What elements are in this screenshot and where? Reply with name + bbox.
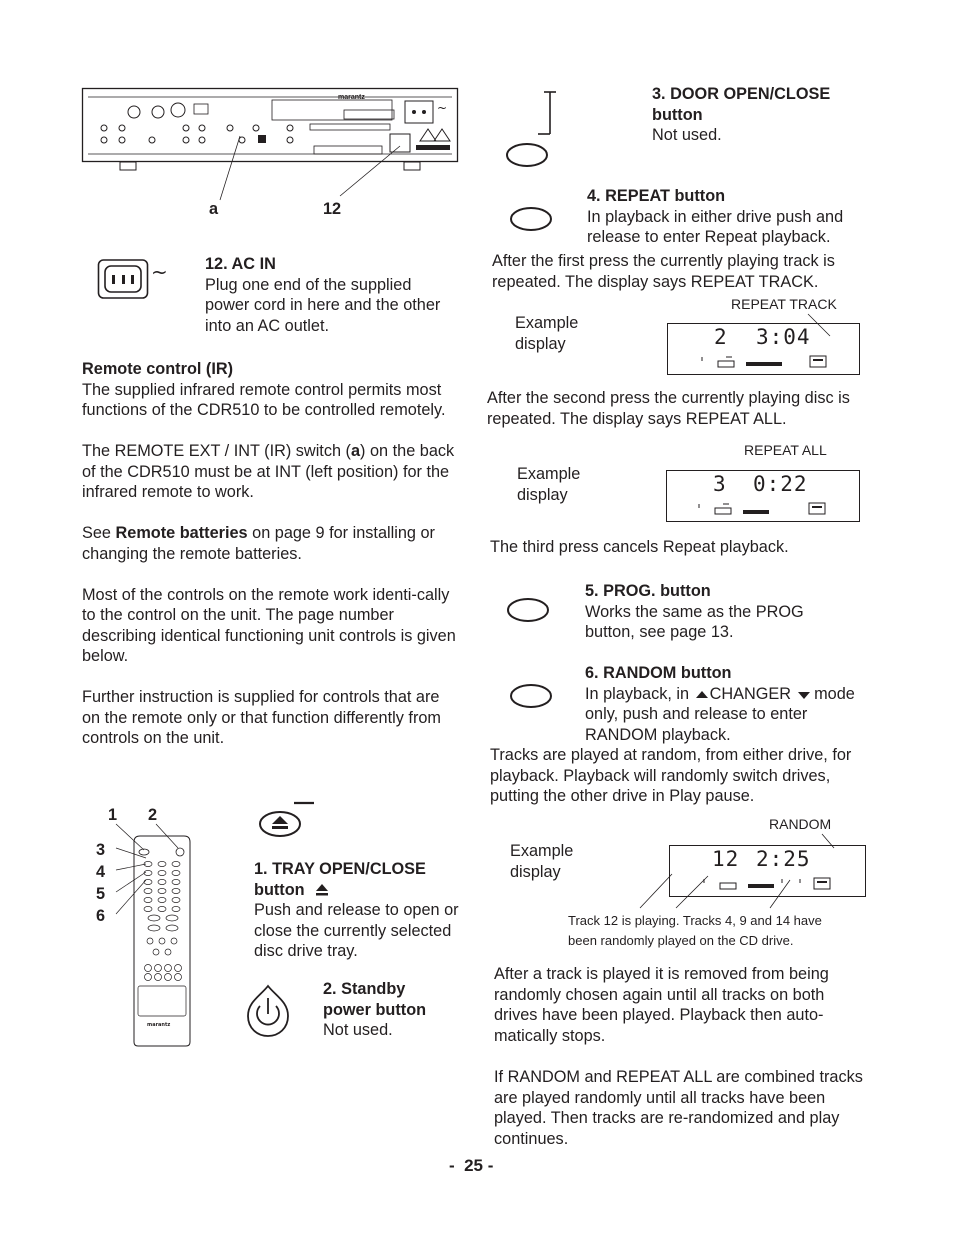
svg-text:~: ~ — [437, 101, 448, 115]
remote-label-3: 3 — [96, 841, 106, 859]
random-tracks-text: Tracks are played at random, from either drive, for playback. Playback will randomly switch drives, putting the other drive in Play pause. — [490, 746, 852, 805]
rear-panel-drawing — [82, 88, 458, 178]
remote-brand: marantz — [147, 1022, 171, 1028]
prog-text: Works the same as the PROG button, see page 13. — [585, 602, 804, 641]
display2-track: 3 — [713, 472, 727, 496]
label-a: a — [209, 200, 219, 218]
display1-track: 2 — [714, 325, 728, 349]
svg-text:~: ~ — [151, 260, 168, 284]
changer-label: CHANGER — [709, 684, 792, 703]
down-triangle-icon — [798, 690, 810, 700]
display1-time: 3:04 — [756, 325, 811, 349]
door-title-2: button — [652, 105, 703, 124]
remote-ir-p4: Most of the controls on the remote work identi-cally to the control on the unit. The page number describing identical functioning unit controls is given below. — [82, 585, 456, 665]
ac-in-text: Plug one end of the supplied power cord in here and the other into an AC outlet. — [205, 275, 441, 335]
display2-example: Example display — [517, 465, 581, 504]
prog-button-icon — [507, 598, 551, 624]
door-title-1: 3. DOOR OPEN/CLOSE — [652, 85, 831, 103]
display1-label: REPEAT TRACK — [731, 296, 837, 312]
random-text-line2: only, push and release to enter RANDOM playback. — [585, 705, 808, 744]
remote-ir-p3: See Remote batteries on page 9 for installing or changing the remote batteries. — [82, 524, 435, 563]
tray-title-1: 1. TRAY OPEN/CLOSE — [254, 860, 426, 878]
display3-example: Example display — [510, 842, 574, 881]
tray-section — [254, 859, 464, 962]
display2-indicators — [673, 502, 853, 518]
display3-track: 12 — [712, 847, 740, 871]
rear-panel-illustration — [82, 88, 458, 178]
remote-label-1: 1 — [108, 806, 118, 824]
repeat-section — [587, 186, 867, 248]
repeat-button-icon — [510, 207, 554, 233]
page-number: - 25 - — [449, 1156, 494, 1175]
repeat-after-second: After the second press the currently playing disc is repeated. The display says REPEAT ALL. — [487, 389, 850, 428]
display1-lcd — [667, 323, 860, 375]
ac-inlet-icon — [98, 257, 168, 301]
display2-time: 0:22 — [753, 472, 808, 496]
door-button-icon — [506, 90, 556, 170]
remote-control-illustration — [100, 810, 220, 1050]
display1-indicators — [674, 355, 854, 371]
display2-label: REPEAT ALL — [744, 442, 827, 458]
repeat-text: In playback in either drive push and release to enter Repeat playback. — [587, 207, 844, 246]
standby-power-icon — [246, 984, 292, 1038]
remote-ir-section — [82, 359, 462, 749]
random-text-line1: In playback, in CHANGER mode — [585, 684, 855, 703]
eject-small-icon — [315, 883, 329, 897]
display1-example: Example display — [515, 314, 579, 353]
label-12: 12 — [323, 200, 342, 218]
prog-section — [585, 581, 875, 643]
display2-lcd — [666, 470, 860, 522]
prog-title: 5. PROG. button — [585, 582, 711, 600]
remote-label-5: 5 — [96, 885, 106, 903]
tray-title-2: button — [254, 880, 464, 901]
random-button-icon — [510, 684, 554, 710]
standby-text: Not used. — [323, 1021, 393, 1039]
up-triangle-icon — [696, 689, 708, 699]
random-caption: Track 12 is playing. Tracks 4, 9 and 14 have been randomly played on the CD drive. — [568, 913, 822, 948]
remote-ir-p5: Further instruction is supplied for controls that are on the remote only or that function differently from controls on the unit. — [82, 688, 441, 747]
random-title: 6. RANDOM button — [585, 664, 732, 682]
random-combined: If RANDOM and REPEAT ALL are combined tracks are played randomly until all tracks have been played. Then tracks are re-randomized and play continues. — [494, 1068, 863, 1148]
brand-label: marantz — [338, 94, 365, 101]
standby-title-2: power button — [323, 1000, 427, 1019]
repeat-after-first: After the first press the currently playing track is repeated. The display says REPEAT TRACK. — [492, 252, 835, 291]
random-after-track: After a track is played it is removed from being randomly chosen again until all tracks on both drives have been played. Playback then auto-matically stops. — [494, 965, 829, 1045]
repeat-title: 4. REPEAT button — [587, 187, 726, 205]
ac-in-title: 12. AC IN — [205, 255, 276, 273]
display3-track-pointers — [636, 872, 836, 912]
display3-time: 2:25 — [756, 847, 811, 871]
eject-button-icon — [258, 802, 318, 842]
remote-ir-heading: Remote control (IR) — [82, 360, 234, 378]
ac-in-section — [205, 254, 460, 336]
remote-ir-p2: The REMOTE EXT / INT (IR) switch (a) on the back of the CDR510 must be at INT (left position) for the infrared remote to work. — [82, 442, 455, 501]
door-text: Not used. — [652, 126, 722, 144]
tray-text: Push and release to open or close the currently selected disc drive tray. — [254, 901, 459, 960]
display3-label: RANDOM — [769, 816, 832, 832]
standby-title-1: 2. Standby — [323, 980, 406, 998]
random-section — [585, 663, 885, 745]
remote-label-6: 6 — [96, 907, 106, 925]
remote-label-4: 4 — [96, 863, 106, 881]
remote-ir-p1: The supplied infrared remote control permits most functions of the CDR510 to be controlled remotely. — [82, 380, 446, 419]
repeat-third-press: The third press cancels Repeat playback. — [490, 538, 789, 556]
door-section — [652, 84, 882, 146]
remote-label-2: 2 — [148, 806, 158, 824]
standby-section — [323, 979, 463, 1041]
